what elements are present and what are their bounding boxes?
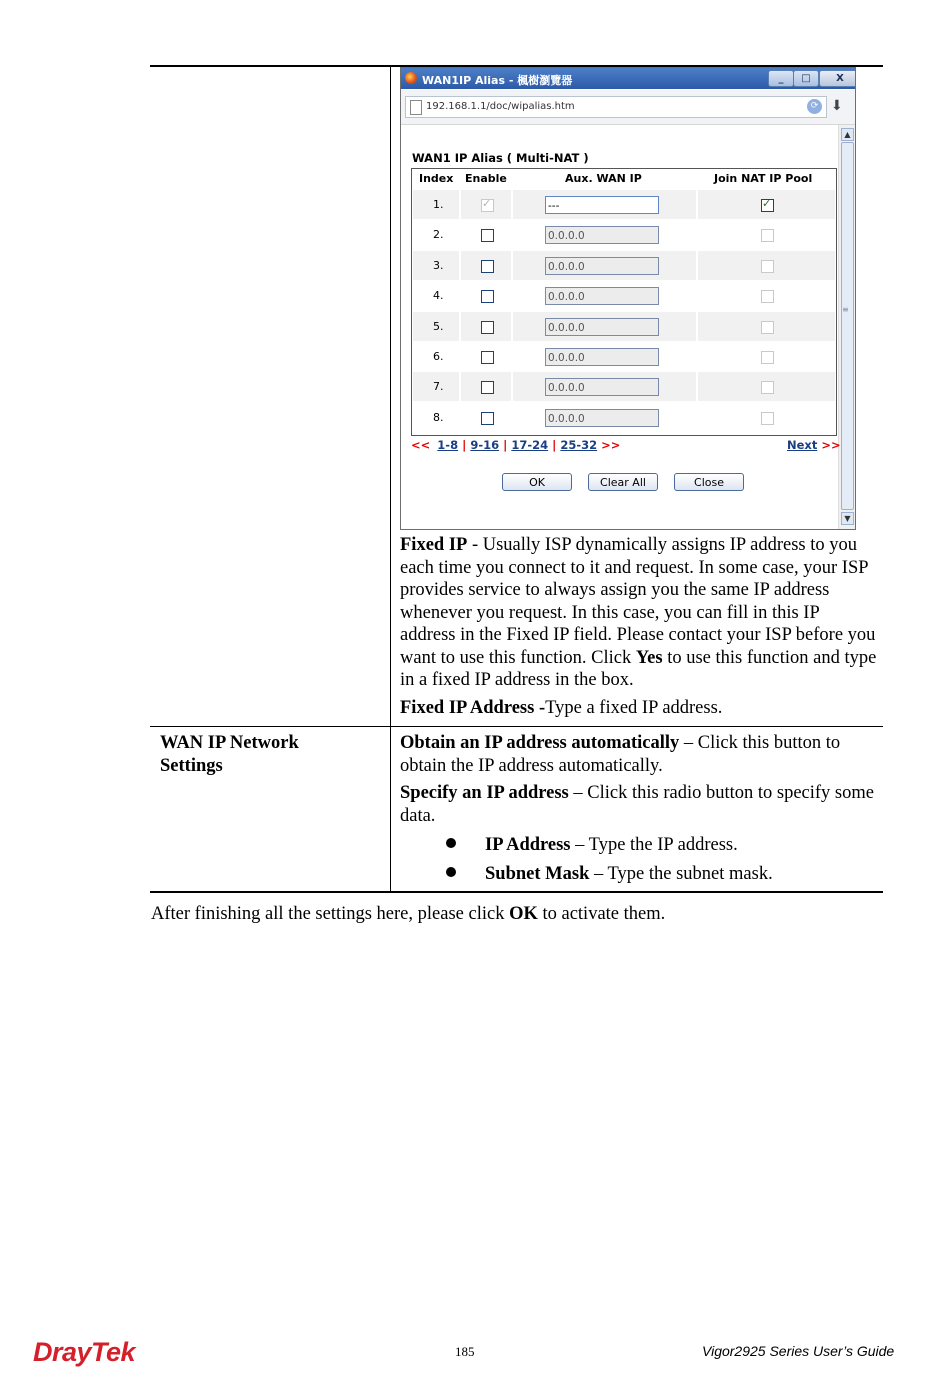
enable-checkbox: ✓ xyxy=(481,199,494,212)
download-icon[interactable]: ⬇ xyxy=(831,98,843,114)
col-join-nat: Join NAT IP Pool xyxy=(714,172,813,185)
specify-term: Specify an IP address xyxy=(400,783,569,803)
join-nat-checkbox xyxy=(761,412,774,425)
aux-wan-ip-input[interactable]: 0.0.0.0 xyxy=(545,409,659,427)
closing-sentence: After finishing all the settings here, please click OK to activate them. xyxy=(151,904,666,924)
join-nat-checkbox xyxy=(761,321,774,334)
col-enable: Enable xyxy=(465,172,507,185)
obtain-text: – Click this button to obtain the IP address automatically. xyxy=(400,733,841,776)
enable-checkbox[interactable] xyxy=(481,260,494,273)
next-link[interactable]: Next xyxy=(787,438,818,452)
enable-checkbox[interactable] xyxy=(481,290,494,303)
fixed-ip-text: - Usually ISP dynamically assigns IP address to you each time you connect to it and request. In some case, your ISP provides service to always assign you the same IP address whenever you request. In this case, you can fill in this IP address in the Fixed IP field. Please contact your ISP before you want to use this function. Click xyxy=(400,535,876,668)
table-row xyxy=(413,190,835,219)
aux-wan-ip-input[interactable]: --- xyxy=(545,196,659,214)
page-icon xyxy=(410,100,422,115)
cell-separator xyxy=(459,251,461,280)
wan-ip-description xyxy=(400,732,878,832)
aux-wan-ip-input[interactable]: 0.0.0.0 xyxy=(545,348,659,366)
window-title: WAN1IP Alias - 楓樹瀏覽器 xyxy=(422,74,573,87)
row-index: 4. xyxy=(433,289,444,303)
wan-ip-label: WAN IP Network Settings xyxy=(160,733,299,776)
page-link-4[interactable]: 25-32 xyxy=(560,438,598,452)
pager-next xyxy=(787,438,841,452)
aux-wan-ip-input[interactable]: 0.0.0.0 xyxy=(545,257,659,275)
bullet-icon xyxy=(446,838,456,848)
specify-text: – Click this radio button to specify some data. xyxy=(400,783,874,826)
join-nat-checkbox xyxy=(761,260,774,273)
cell-separator xyxy=(459,220,461,249)
table-column-divider xyxy=(390,65,391,893)
fixed-ip-description xyxy=(400,534,878,724)
aux-wan-ip-input[interactable]: 0.0.0.0 xyxy=(545,287,659,305)
cell-separator xyxy=(511,251,513,280)
col-index: Index xyxy=(419,172,454,185)
cell-separator xyxy=(459,342,461,371)
cell-separator xyxy=(696,190,698,219)
page-link-1[interactable]: 1-8 xyxy=(437,438,459,452)
join-nat-checkbox[interactable]: ✓ xyxy=(761,199,774,212)
url-text: 192.168.1.1/doc/wipalias.htm xyxy=(426,101,575,112)
close-window-button[interactable]: X xyxy=(819,70,856,87)
close-button[interactable]: Close xyxy=(674,473,744,491)
cell-separator xyxy=(511,403,513,432)
cell-separator xyxy=(696,403,698,432)
cell-separator xyxy=(696,251,698,280)
cell-separator xyxy=(459,281,461,310)
enable-checkbox[interactable] xyxy=(481,321,494,334)
join-nat-checkbox xyxy=(761,290,774,303)
row-index: 2. xyxy=(433,228,444,242)
pager-prev[interactable]: << xyxy=(411,438,431,452)
row-index: 3. xyxy=(433,258,444,272)
maximize-button[interactable]: □ xyxy=(793,70,819,87)
url-field[interactable] xyxy=(405,96,827,118)
table-row xyxy=(413,220,835,249)
cell-separator xyxy=(511,190,513,219)
scroll-down-icon[interactable]: ▼ xyxy=(841,512,854,525)
enable-checkbox[interactable] xyxy=(481,412,494,425)
fixed-ip-address-term: Fixed IP Address - xyxy=(400,697,546,718)
table-row xyxy=(413,281,835,310)
cell-separator xyxy=(511,372,513,401)
draytek-logo: DrayTek xyxy=(33,1337,136,1367)
row-index: 8. xyxy=(433,410,444,424)
refresh-icon[interactable]: ⟳ xyxy=(807,99,822,114)
bullet-icon xyxy=(446,867,456,877)
pager: << 1-8 | 9-16 | 17-24 | 25-32 >> xyxy=(411,438,621,452)
enable-checkbox[interactable] xyxy=(481,351,494,364)
address-bar xyxy=(401,90,855,125)
cell-separator xyxy=(696,220,698,249)
ok-button[interactable]: OK xyxy=(502,473,572,491)
yes-term: Yes xyxy=(635,647,663,668)
cell-separator xyxy=(696,281,698,310)
browser-icon xyxy=(405,72,417,84)
row-index: 5. xyxy=(433,319,444,333)
enable-checkbox[interactable] xyxy=(481,381,494,394)
fixed-ip-address-text: Type a fixed IP address. xyxy=(545,697,723,718)
page-number: 185 xyxy=(455,1344,475,1359)
row-index: 7. xyxy=(433,380,444,394)
row-index: 6. xyxy=(433,350,444,363)
scroll-up-icon[interactable]: ▲ xyxy=(841,128,854,141)
bullet-subnet-mask: Subnet Mask – Type the subnet mask. xyxy=(485,864,773,884)
cell-separator xyxy=(696,342,698,371)
alias-table xyxy=(411,168,837,436)
enable-checkbox[interactable] xyxy=(481,229,494,242)
vertical-scrollbar[interactable] xyxy=(838,125,855,529)
cell-separator xyxy=(459,403,461,432)
row-index: 1. xyxy=(433,198,444,211)
pager-next-arrows[interactable]: >> xyxy=(601,438,621,452)
fixed-ip-text-2: to use this function and type in a fixed IP address in the box. xyxy=(400,647,877,690)
clear-all-button[interactable]: Clear All xyxy=(588,473,658,491)
scroll-thumb[interactable] xyxy=(841,142,854,510)
col-aux-wan-ip: Aux. WAN IP xyxy=(565,172,642,185)
alias-heading: WAN1 IP Alias ( Multi-NAT ) xyxy=(412,151,589,165)
table-bottom-rule xyxy=(150,891,883,893)
cell-separator xyxy=(696,372,698,401)
join-nat-checkbox xyxy=(761,229,774,242)
cell-separator xyxy=(511,342,513,371)
table-row xyxy=(413,251,835,280)
cell-separator xyxy=(511,281,513,310)
join-nat-checkbox xyxy=(761,351,774,364)
cell-separator xyxy=(511,312,513,341)
aux-wan-ip-input[interactable]: 0.0.0.0 xyxy=(545,318,659,336)
cell-separator xyxy=(511,220,513,249)
page-link-3[interactable]: 17-24 xyxy=(511,438,549,452)
aux-wan-ip-input[interactable]: 0.0.0.0 xyxy=(545,378,659,396)
scroll-grip-icon: ≡ xyxy=(842,305,849,314)
cell-separator xyxy=(696,312,698,341)
table-row xyxy=(413,342,835,371)
table-row xyxy=(413,312,835,341)
cell-separator xyxy=(459,190,461,219)
obtain-term: Obtain an IP address automatically xyxy=(400,733,680,753)
window-titlebar xyxy=(401,68,855,89)
page-link-2[interactable]: 9-16 xyxy=(470,438,500,452)
join-nat-checkbox xyxy=(761,381,774,394)
cell-separator xyxy=(459,372,461,401)
table-row xyxy=(413,372,835,401)
minimize-button[interactable]: _ xyxy=(768,70,794,87)
cell-separator xyxy=(459,312,461,341)
guide-title: Vigor2925 Series User’s Guide xyxy=(702,1343,895,1359)
table-row-rule xyxy=(150,726,883,727)
aux-wan-ip-input[interactable]: 0.0.0.0 xyxy=(545,226,659,244)
alias-window-screenshot xyxy=(400,67,856,530)
fixed-ip-term: Fixed IP xyxy=(400,535,468,555)
bullet-ip-address: IP Address – Type the IP address. xyxy=(485,835,738,855)
table-row xyxy=(413,403,835,432)
next-arrows[interactable]: >> xyxy=(821,438,841,452)
